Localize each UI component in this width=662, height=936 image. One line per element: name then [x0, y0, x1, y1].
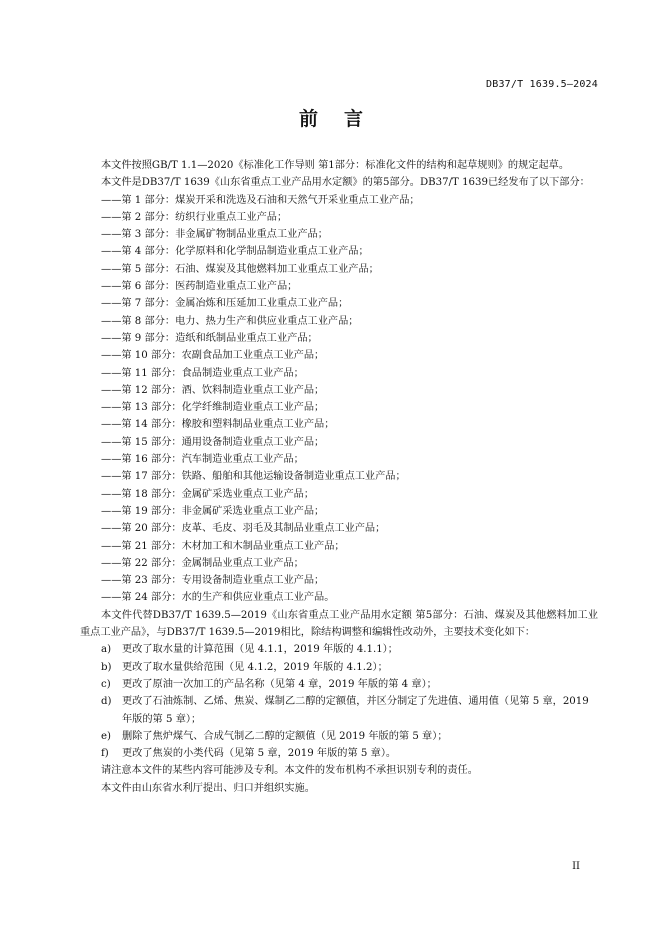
list-item: ——第 3 部分：非金属矿物制品业重点工业产品；	[101, 229, 328, 241]
list-item: ——第 23 部分：专用设备制造业重点工业产品；	[101, 575, 325, 587]
change-text: 更改了焦炭的小类代码（见第 5 章，2019 年版的第 5 章）。	[122, 748, 397, 760]
change-item	[80, 676, 598, 693]
change-text: 更改了原油一次加工的产品名称（见第 4 章，2019 年版的第 4 章）；	[122, 678, 437, 690]
list-item: ——第 12 部分：酒、饮料制造业重点工业产品；	[101, 384, 325, 396]
list-item: ——第 2 部分：纺织行业重点工业产品；	[101, 211, 288, 223]
list-item: ——第 16 部分：汽车制造业重点工业产品；	[101, 454, 304, 466]
list-item: ——第 9 部分：造纸和纸制品业重点工业产品；	[101, 332, 318, 344]
list-item: ——第 18 部分：金属矿采选业重点工业产品；	[101, 488, 315, 500]
intro-paragraph-parts: 本文件是DB37/T 1639《山东省重点工业产品用水定额》的第5部分。DB37/T 1639已经发布了以下部分：	[101, 177, 590, 189]
list-item: ——第 21 部分：木材加工和木制品业重点工业产品；	[101, 540, 345, 552]
list-item: ——第 4 部分：化学原料和化学制品制造业重点工业产品；	[101, 246, 369, 258]
proposer-note: 本文件由山东省水利厅提出、归口并组织实施。	[101, 782, 315, 794]
list-item: ——第 17 部分：铁路、船舶和其他运输设备制造业重点工业产品；	[101, 471, 406, 483]
changes-list	[80, 641, 598, 762]
patent-note: 请注意本文件的某些内容可能涉及专利。本文件的发布机构不承担识别专利的责任。	[101, 765, 478, 777]
change-marker: a)	[101, 644, 112, 656]
page-number: II	[572, 861, 580, 872]
list-item: ——第 22 部分：金属制品业重点工业产品；	[101, 557, 304, 569]
change-marker: b)	[101, 661, 112, 673]
standard-code-header: DB37/T 1639.5—2024	[486, 79, 598, 90]
change-item	[80, 659, 598, 676]
page-title: 前言	[298, 108, 389, 130]
list-item: ——第 13 部分：化学纤维制造业重点工业产品；	[101, 402, 325, 414]
change-text: 更改了取水量供给范围（见 4.1.2，2019 年版的 4.1.2）；	[122, 661, 388, 673]
change-marker: e)	[101, 730, 112, 742]
parts-list	[80, 192, 598, 607]
change-item	[80, 745, 598, 762]
list-item: ——第 19 部分：非金属矿采选业重点工业产品；	[101, 505, 325, 517]
change-item	[80, 728, 598, 745]
list-item: ——第 14 部分：橡胶和塑料制品业重点工业产品；	[101, 419, 335, 431]
change-text: 更改了取水量的计算范围（见 4.1.1，2019 年版的 4.1.1）；	[122, 644, 398, 656]
change-marker: f)	[101, 748, 109, 760]
intro-paragraph-drafting: 本文件按照GB/T 1.1—2020《标准化工作导则 第1部分：标准化文件的结构和起草规则》的规定起草。	[101, 160, 570, 171]
list-item: ——第 1 部分：煤炭开采和洗选及石油和天然气开采业重点工业产品；	[101, 194, 420, 206]
list-item: ——第 7 部分：金属冶炼和压延加工业重点工业产品；	[101, 298, 349, 310]
change-marker: d)	[101, 696, 112, 708]
change-text: 删除了焦炉煤气、合成气制乙二醇的定额值（见 2019 年版的第 5 章）；	[122, 730, 448, 742]
list-item: ——第 20 部分：皮革、毛皮、羽毛及其制品业重点工业产品；	[101, 523, 386, 535]
list-item: ——第 6 部分：医药制造业重点工业产品；	[101, 281, 298, 293]
list-item: ——第 10 部分：农副食品加工业重点工业产品；	[101, 350, 325, 362]
list-item: ——第 24 部分：水的生产和供应业重点工业产品。	[101, 592, 335, 604]
replacement-paragraph: 本文件代替DB37/T 1639.5—2019《山东省重点工业产品用水定额 第5部分：石油、煤炭及其他燃料加工业重点工业产品》，与DB37/T 1639.5—2019相比，除结构调整和编辑性改动外，主要技术变化如下：	[80, 609, 598, 639]
list-item: ——第 8 部分：电力、热力生产和供应业重点工业产品；	[101, 315, 359, 327]
change-item	[80, 641, 598, 658]
list-item: ——第 5 部分：石油、煤炭及其他燃料加工业重点工业产品；	[101, 263, 379, 275]
list-item: ——第 11 部分：食品制造业重点工业产品；	[101, 367, 304, 379]
change-marker: c)	[101, 678, 111, 690]
change-item	[80, 693, 598, 728]
change-text: 更改了石油炼制、乙烯、焦炭、煤制乙二醇的定额值，并区分制定了先进值、通用值（见第 5 章，2019 年版的第 5 章）；	[122, 696, 589, 725]
list-item: ——第 15 部分：通用设备制造业重点工业产品；	[101, 436, 325, 448]
document-body	[80, 157, 598, 797]
